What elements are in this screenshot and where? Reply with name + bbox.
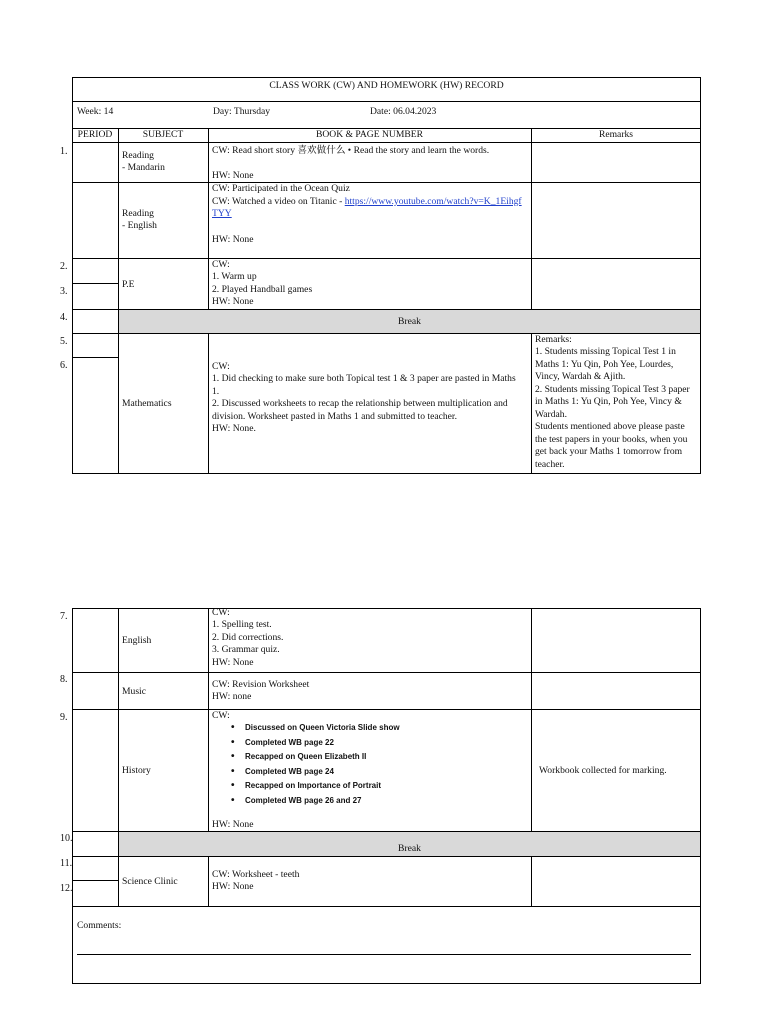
row-number: 7. [60, 611, 68, 622]
subject-music: Music [122, 686, 146, 697]
cw-lines: CW: Worksheet - teeth HW: None [212, 869, 300, 893]
cw-lines: CW: 1. Warm up 2. Played Handball games HW: None [212, 259, 313, 308]
comments-label: Comments: [77, 920, 122, 931]
cw-lines: CW: Revision Worksheet HW: none [212, 679, 310, 703]
row-number: 11. [60, 858, 73, 869]
hw-text: HW: None [212, 819, 254, 830]
hw-text: HW: None [212, 234, 254, 245]
row-number: 9. [60, 712, 68, 723]
cw-lines: CW: 1. Did checking to make sure both Topical test 1 & 3 paper are pasted in Maths 1. 2. Discussed worksheets to recap the relationship between multiplication and division. Worksheet pasted in Maths 1 and submitted to teacher. HW: None. [212, 361, 516, 435]
hw-text: HW: None [212, 170, 254, 181]
list-item: • Recapped on Queen Elizabeth II [209, 750, 529, 765]
day-label: Day: Thursday [213, 106, 271, 117]
list-item: • Completed WB page 24 [209, 765, 529, 780]
week-label: Week: 14 [77, 106, 114, 117]
cw-text: CW: Read short story 喜欢做什么 • Read the story and learn the words. [212, 145, 490, 156]
history-bullet-list [209, 721, 529, 808]
row-number: 1. [60, 146, 68, 157]
subject-science-clinic: Science Clinic [122, 876, 178, 887]
list-item: • Recapped on Importance of Portrait [209, 779, 529, 794]
row-number: 10. [60, 833, 73, 844]
youtube-link[interactable]: https://www.youtube.com/watch?v=K_1EihgfTYY [212, 196, 522, 220]
row-number: 3. [60, 286, 68, 297]
cw-lines: CW: 1. Spelling test. 2. Did corrections. 3. Grammar quiz. HW: None [212, 607, 284, 668]
comment-line[interactable] [77, 954, 691, 955]
cw-label: CW: [212, 710, 230, 721]
page-title: CLASS WORK (CW) AND HOMEWORK (HW) RECORD [269, 80, 504, 91]
row-number: 4. [60, 312, 68, 323]
column-book-page: BOOK & PAGE NUMBER [315, 129, 424, 140]
subject-pe: P.E [122, 279, 135, 290]
cw-video-text: CW: Watched a video on Titanic - https://www.youtube.com/watch?v=K_1EihgfTYY [212, 196, 522, 220]
subject-english: English [122, 635, 152, 646]
row-number: 8. [60, 674, 68, 685]
column-remarks: Remarks [598, 129, 634, 140]
subject-history: History [122, 765, 151, 776]
row-number: 12. [60, 883, 73, 894]
break-label: Break [398, 316, 421, 327]
remarks-text: Remarks: 1. Students missing Topical Test 1 in Maths 1: Yu Qin, Poh Yee, Lourdes, Vincy, Wardah & Ajith. 2. Students missing Topical Test 3 paper in Maths 1: Yu Qin, Poh Yee, Vincy & Wardah. Students mentioned above please paste the test papers in your books, when you get back your Maths 1 tomorrow from teacher. [535, 334, 690, 470]
remarks-text: Workbook collected for marking. [539, 765, 667, 776]
subject-reading-english: Reading - English [122, 208, 157, 232]
list-item: • Completed WB page 26 and 27 [209, 794, 529, 809]
list-item: • Completed WB page 22 [209, 736, 529, 751]
column-subject: SUBJECT [142, 129, 184, 140]
cw-text: CW: Participated in the Ocean Quiz [212, 183, 350, 194]
break-label: Break [398, 843, 421, 854]
row-number: 5. [60, 336, 68, 347]
column-period: PERIOD [77, 129, 113, 140]
date-label: Date: 06.04.2023 [370, 106, 437, 117]
list-item: • Discussed on Queen Victoria Slide show [209, 721, 529, 736]
row-number: 6. [60, 360, 68, 371]
row-number: 2. [60, 261, 68, 272]
subject-reading-mandarin: Reading - Mandarin [122, 150, 165, 174]
subject-mathematics: Mathematics [122, 398, 172, 409]
